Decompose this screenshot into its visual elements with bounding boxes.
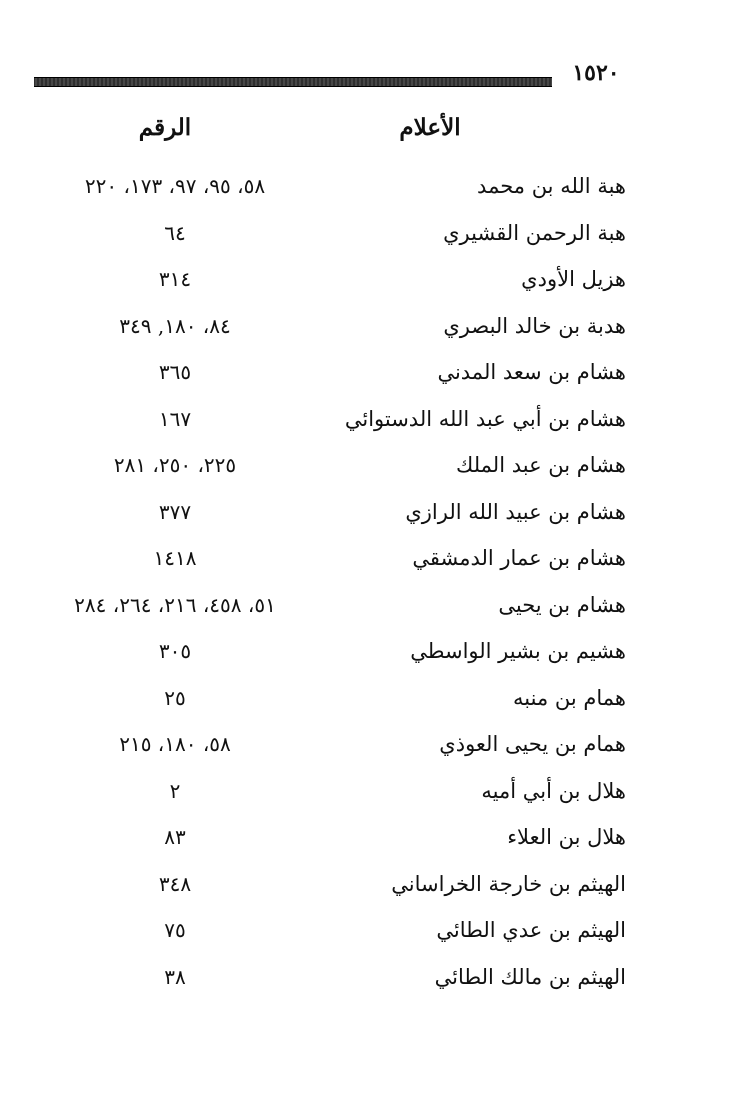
page-number: ١٥٢٠: [572, 60, 620, 86]
index-entry: [30, 349, 650, 396]
index-entry: [30, 768, 650, 815]
index-entry: [30, 396, 650, 443]
entry-name: هشام بن سعد المدني: [437, 360, 626, 384]
entry-name: هشام بن عبد الملك: [456, 453, 626, 477]
entry-name: هبة الله بن محمد: [477, 174, 626, 198]
entry-refs: ٣٧٧: [158, 499, 192, 524]
index-list: [30, 163, 650, 1000]
index-entry: [30, 489, 650, 536]
entry-refs: ٨٤، ١٨٠, ٣٤٩: [119, 313, 231, 338]
index-entry: [30, 628, 650, 675]
entry-refs: ٥١، ٤٥٨، ٢١٦، ٢٦٤، ٢٨٤: [74, 592, 276, 617]
entry-name: هدبة بن خالد البصري: [443, 313, 626, 338]
entry-refs: ٢٢٥، ٢٥٠، ٢٨١: [113, 453, 237, 477]
entry-name: هشام بن عمار الدمشقي: [412, 546, 626, 570]
index-entry: [30, 861, 650, 908]
index-entry: [30, 163, 650, 210]
index-entry: [30, 721, 650, 768]
column-header-numbers: الرقم: [138, 114, 192, 141]
entry-name: هزيل الأودي: [521, 267, 626, 291]
entry-refs: ٣٨: [164, 964, 186, 989]
index-entry: [30, 535, 650, 582]
index-entry: [30, 210, 650, 257]
entry-name: همام بن يحيى العوذي: [439, 732, 626, 756]
entry-refs: ٣٠٥: [158, 639, 192, 663]
entry-refs: ٣٤٨: [158, 871, 192, 896]
entry-refs: ٧٥: [164, 918, 186, 942]
entry-name: الهيثم بن عدي الطائي: [436, 918, 626, 942]
entry-refs: ١٦٧: [158, 406, 192, 431]
index-entry: [30, 954, 650, 1001]
entry-name: هلال بن أبي أميه: [481, 778, 626, 803]
entry-name: هشام بن أبي عبد الله الدستوائي: [344, 406, 626, 431]
entry-refs: ٨٣: [164, 825, 186, 849]
index-entry: [30, 814, 650, 861]
index-entry: [30, 907, 650, 954]
index-entry: [30, 582, 650, 629]
entry-refs: ٣١٤: [158, 267, 192, 291]
entry-name: هلال بن العلاء: [507, 825, 626, 849]
entry-name: هشام بن يحيى: [498, 592, 626, 617]
index-entry: [30, 256, 650, 303]
header-rule: [34, 77, 552, 87]
entry-refs: ٢٥: [164, 685, 186, 710]
entry-refs: ٥٨، ١٨٠، ٢١٥: [119, 732, 231, 756]
entry-name: هشام بن عبيد الله الرازي: [405, 499, 626, 524]
index-entry: [30, 442, 650, 489]
entry-refs: ٥٨، ٩٥، ٩٧، ١٧٣، ٢٢٠: [84, 174, 266, 198]
entry-name: همام بن منبه: [513, 685, 626, 710]
entry-refs: ١٤١٨: [153, 546, 197, 570]
entry-refs: ٦٤: [164, 220, 186, 245]
index-entry: [30, 675, 650, 722]
entry-name: الهيثم بن مالك الطائي: [434, 964, 626, 989]
entry-name: هبة الرحمن القشيري: [443, 220, 626, 245]
column-header-names: الأعلام: [399, 114, 461, 141]
entry-refs: ٣٦٥: [158, 360, 192, 384]
entry-refs: ٢: [169, 778, 181, 803]
entry-name: هشيم بن بشير الواسطي: [410, 639, 626, 663]
index-entry: [30, 303, 650, 350]
entry-name: الهيثم بن خارجة الخراساني: [391, 871, 626, 896]
